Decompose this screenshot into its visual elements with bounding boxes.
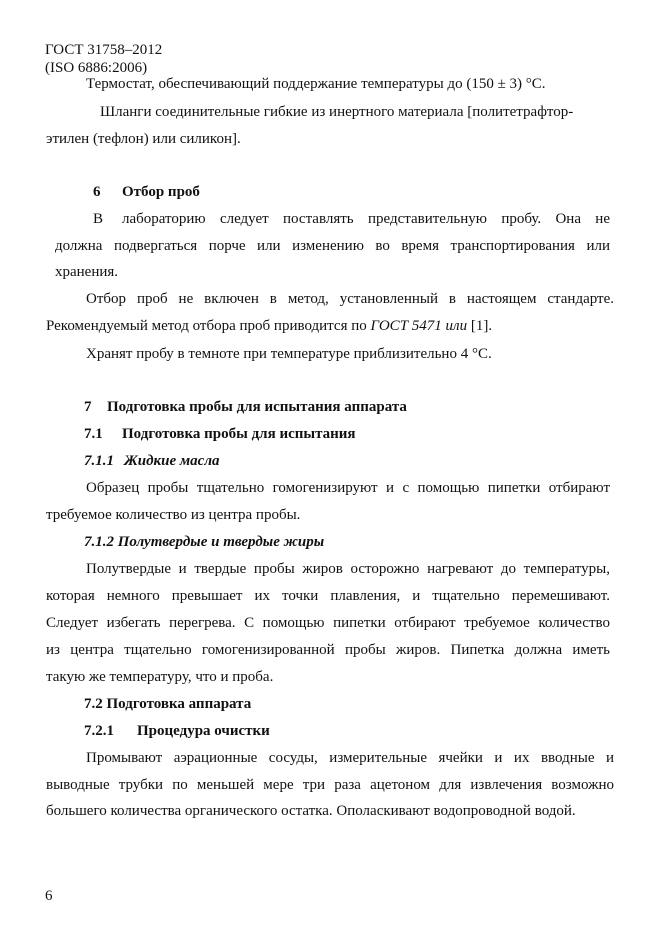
section-7-1-1-line2: требуемое количество из центра пробы. bbox=[46, 507, 301, 523]
section-7-1-number: 7.1 bbox=[84, 426, 103, 442]
section-7-2-1-line2: выводные трубки по меньшей мере три раза ацетоном для извлечения возможно bbox=[46, 777, 614, 793]
iso-reference: (ISO 6886:2006) bbox=[45, 60, 148, 76]
section-6-p3: Хранят пробу в темноте при температуре приблизительно 4 °С. bbox=[86, 346, 492, 362]
section-7-1-1-number: 7.1.1 bbox=[84, 453, 114, 469]
section-6-p2-line1: Отбор проб не включен в метод, установленный в настоящем стандарте. bbox=[86, 291, 614, 307]
hoses-item-line1: Шланги соединительные гибкие из инертного материала [политетрафтор- bbox=[100, 104, 574, 120]
section-7-1-2-line2: которая немного превышает их точки плавления, и тщательно перемешивают. bbox=[46, 588, 610, 604]
section-7-1-2-line1: Полутвердые и твердые пробы жиров осторожно нагревают до температуры, bbox=[86, 561, 610, 577]
section-7-2-1-line1: Промывают аэрационные сосуды, измерительные ячейки и их вводные и bbox=[86, 750, 614, 766]
gost-5471-reference: ГОСТ 5471 или bbox=[370, 318, 468, 334]
section-7-2-1-title: Процедура очистки bbox=[137, 723, 270, 739]
hoses-item-line2: этилен (тефлон) или силикон]. bbox=[46, 131, 241, 147]
section-6-p2-line2 bbox=[46, 318, 492, 335]
section-7-2-1-number: 7.2.1 bbox=[84, 723, 114, 739]
page-number: 6 bbox=[45, 888, 53, 904]
section-7-1-2-line3: Следует избегать перегрева. С помощью пипетки отбирают требуемое количество bbox=[46, 615, 610, 631]
document-code: ГОСТ 31758–2012 bbox=[45, 42, 163, 58]
section-7-1-1-line1: Образец пробы тщательно гомогенизируют и с помощью пипетки отбирают bbox=[86, 480, 610, 496]
section-6-p1-line1: лабораторию следует поставлять представительную пробу. Она не bbox=[122, 211, 610, 227]
section-7-2-heading: 7.2 Подготовка аппарата bbox=[84, 696, 252, 712]
section-6-p1-line2: должна подвергаться порче или изменению во время транспортирования или bbox=[55, 238, 610, 254]
section-7-number: 7 bbox=[84, 399, 92, 415]
section-7-1-2-line5: такую же температуру, что и проба. bbox=[46, 669, 274, 685]
section-7-1-1-title: Жидкие масла bbox=[124, 453, 220, 469]
section-6-p1-first-word: В bbox=[93, 211, 104, 227]
section-6-number: 6 bbox=[93, 184, 101, 200]
thermostat-item: Термостат, обеспечивающий поддержание температуры до (150 ± 3) °С. bbox=[86, 76, 546, 92]
section-7-title: Подготовка пробы для испытания аппарата bbox=[107, 399, 407, 415]
section-6-p2-text: Рекомендуемый метод отбора проб приводится по bbox=[46, 318, 367, 334]
section-6-p1-line3: хранения. bbox=[55, 264, 119, 280]
section-7-2-1-line3: большего количества органического остатка. Ополаскивают водопроводной водой. bbox=[46, 803, 576, 819]
section-7-1-title: Подготовка пробы для испытания bbox=[122, 426, 356, 442]
section-7-1-2-line4: из центра тщательно гомогенизированной пробы жиров. Пипетка должна иметь bbox=[46, 642, 610, 658]
section-7-1-2-heading: 7.1.2 Полутвердые и твердые жиры bbox=[84, 534, 325, 550]
section-6-title: Отбор проб bbox=[122, 184, 200, 200]
bibliography-reference: [1]. bbox=[470, 318, 493, 334]
